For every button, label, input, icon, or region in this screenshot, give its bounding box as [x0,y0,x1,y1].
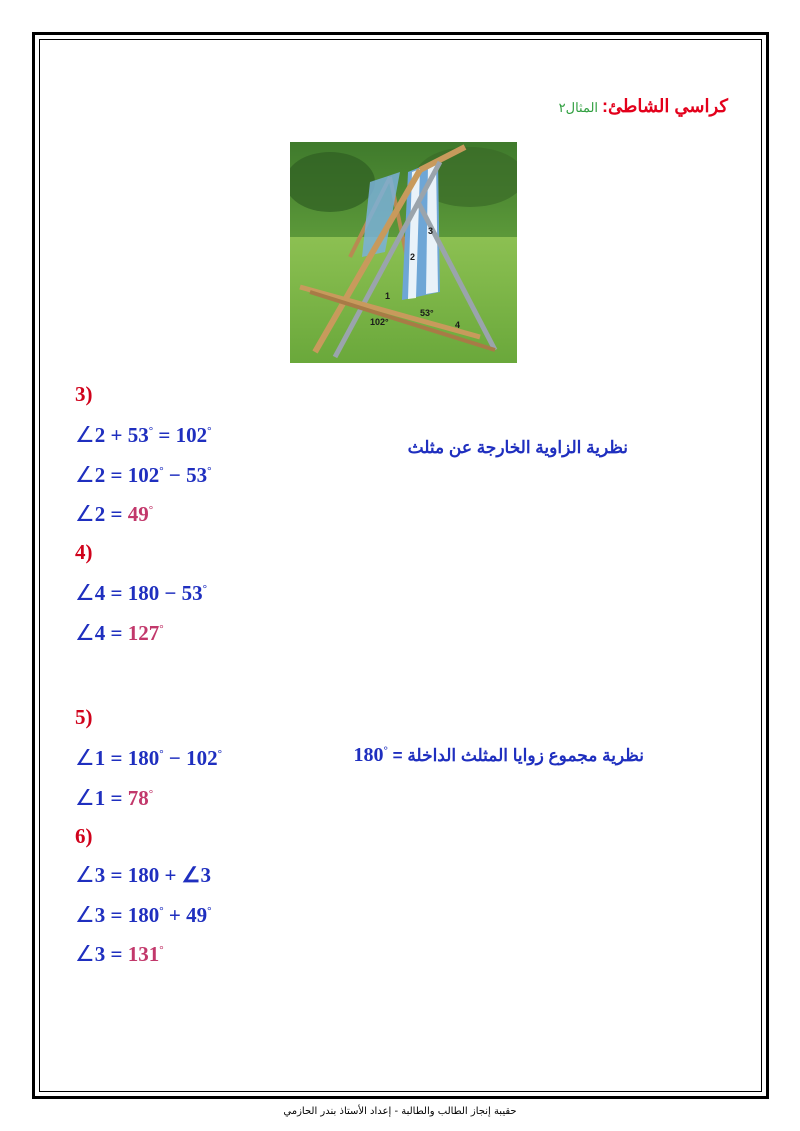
title-text: كراسي الشاطئ: [602,96,728,116]
angle-icon: ∠ [75,941,95,966]
photo-label: 1 [385,291,391,301]
equation-line: ∠1 = 78° [75,785,154,810]
angle-icon: ∠ [75,862,95,887]
equation-line: ∠2 = 102° − 53° [75,462,212,487]
equation-line: ∠4 = 180 − 53° [75,580,208,605]
example-subtitle: المثال٢ [558,100,599,115]
angle-sum-value: 180° [353,744,388,766]
equation-line: ∠3 = 180° + 49° [75,902,212,927]
photo-grass [290,237,517,363]
beach-chairs-photo [290,142,517,363]
photo-label: 53° [420,308,434,318]
equation-line: ∠4 = 127° [75,620,164,645]
result-value: 49 [127,502,149,526]
equation-line: ∠2 = 49° [75,501,154,526]
photo-label: 3 [428,226,434,236]
angle-icon: ∠ [75,501,95,526]
photo-label: 4 [455,320,461,330]
step-number: 6) [75,824,93,848]
result-value: 127 [127,621,160,645]
step-number: 5) [75,705,93,729]
result-value: 131 [127,942,160,966]
angle-icon: ∠ [75,462,95,487]
angle-icon: ∠ [75,745,95,770]
angle-icon: ∠ [75,902,95,927]
angle-sum-text: نظرية مجموع زوايا المثلث الداخلة = [392,746,644,765]
photo-label: 102° [370,317,389,327]
angle-icon: ∠ [75,580,95,605]
angle-icon: ∠ [75,620,95,645]
photo-label: 2 [410,252,416,262]
equation-line: ∠1 = 180° − 102° [75,745,222,770]
example-title [559,96,728,117]
angle-icon: ∠ [75,422,95,447]
exterior-angle-theorem: نظرية الزاوية الخارجة عن مثلث [407,438,628,457]
step-number: 3) [75,382,93,406]
page-footer: حقيبة إنجاز الطالب والطالبة - إعداد الأستاذ بندر الحازمي [283,1106,517,1117]
equation-line: ∠3 = 180 + ∠3 [75,862,211,887]
angle-icon: ∠ [75,785,95,810]
result-value: 78 [127,786,149,810]
angle-sum-theorem [354,744,644,767]
step-number: 4) [75,540,93,564]
equation-line: ∠2 + 53° = 102° [75,422,212,447]
equation-line: ∠3 = 131° [75,941,164,966]
